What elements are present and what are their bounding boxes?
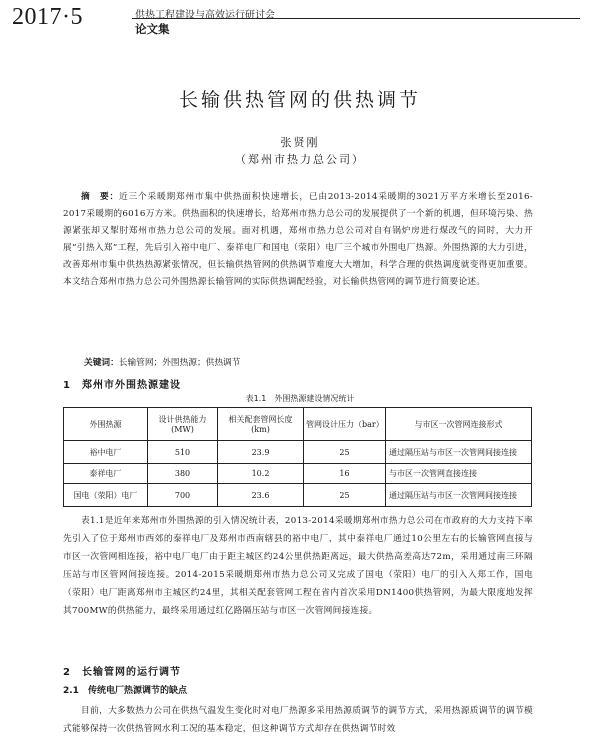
table-header-row [64, 408, 532, 441]
table-cell: 23.9 [218, 441, 304, 464]
table-header-cell: 管网设计压力（bar） [304, 408, 386, 441]
abstract-label: 摘 要： [81, 192, 119, 202]
header-conference: 供热工程建设与高效运行研讨会 [135, 10, 275, 21]
header-rule [132, 18, 580, 19]
table-cell: 700 [148, 484, 218, 507]
table-cell: 通过隔压站与市区一次管网间接连接 [386, 441, 532, 464]
table-cell: 16 [304, 464, 386, 484]
section2-heading: 2 长输管网的运行调节 [63, 667, 181, 678]
table-cell: 25 [304, 441, 386, 464]
table-cell: 与市区一次管网直接连接 [386, 464, 532, 484]
author: 张贤刚 [280, 136, 320, 149]
affiliation: （郑州市热力总公司） [235, 153, 365, 166]
table-header-cell: 与市区一次管网连接形式 [386, 408, 532, 441]
table-row [64, 441, 532, 464]
table1 [63, 407, 532, 507]
table-cell: 380 [148, 464, 218, 484]
table-cell: 泰祥电厂 [64, 464, 148, 484]
table-cell: 10.2 [218, 464, 304, 484]
paper-title: 长输供热管网的供热调节 [178, 89, 421, 111]
keywords-label: 关键词： [84, 358, 119, 368]
table-cell: 25 [304, 484, 386, 507]
keywords [84, 356, 240, 368]
table-cell: 裕中电厂 [64, 441, 148, 464]
table-header-cell: 相关配套管网长度(km) [218, 408, 304, 441]
table-row [64, 484, 532, 507]
header-year: 2017·5 [12, 4, 83, 30]
abstract-text: 近三个采暖期郑州市集中供热面积快速增长，已由2013-2014采暖期的3021万平方米增长至2016-2017采暖期的6016万方米。供热面积的快速增长，给郑州市热力总公司的发展提供了一个新的机遇，但环境污染、热源紧张却又掣肘郑州市热力总公司的发展。面对机遇，郑州市热力总公司对自有锅炉房进行煤改气的同时，大力开展“引热入郑”工程，先后引入裕中电厂、泰祥电厂和国电（荥阳）电厂三个城市外围电厂热源。外围热源的大力引进，改善郑州市集中供热热源紧张情况，但长输供热管网的供热调节难度大大增加，科学合理的供热调度就变得更加重要。本文结合郑州市热力总公司外围热源长输管网的实际供热调配经验，对长输供热管网的调节进行简要论述。 [63, 192, 534, 287]
table-cell: 510 [148, 441, 218, 464]
header-collection: 论文集 [135, 22, 170, 36]
section2-1-heading: 2.1 传统电厂热源调节的缺点 [63, 686, 187, 696]
table-cell: 国电（荥阳）电厂 [64, 484, 148, 507]
abstract [63, 189, 533, 291]
table-header-cell: 外围热源 [64, 408, 148, 441]
section1-heading: 1 郑州市外围热源建设 [63, 380, 181, 391]
table1-caption: 表1.1 外围热源建设情况统计 [245, 394, 355, 403]
keywords-text: 长输管网；外围热源；供热调节 [118, 358, 241, 368]
table-header-cell: 设计供热能力(MW) [148, 408, 218, 441]
table-row [64, 464, 532, 484]
body-paragraph-1: 表1.1是近年来郑州市外围热源的引入情况统计表，2013-2014采暖期郑州市热力总公司在市政府的大力支持下率先引入了位于郑州市西郊的泰祥电厂及郑州市西南辖县的裕中电厂，其中泰祥电厂通过10公里左右的长输管网直接与市区一次管网相连接，裕中电厂电厂由于距主城区约24公里供热距离远，最大供热高差高达72m，采用通过南三环隔压站与市区管网间接连接。2014-2015采暖期郑州市热力总公司又完成了国电（荥阳）电厂的引入入郑工作，国电（荥阳）电厂距离郑州市主城区约24里，其相关配套管网工程在省内首次采用DN1400供热管网，为最大限度地发挥其700MW的供热能力，最终采用通过红亿路隔压站与市区一次管网间接连接。 [63, 516, 533, 616]
table-cell: 23.6 [218, 484, 304, 507]
table-cell: 通过隔压站与市区一次管网间接连接 [386, 484, 532, 507]
body-paragraph-2: 目前，大多数热力公司在供热气温发生变化时对电厂热源多采用热源质调节的调节方式，采用热源质调节的调节模式能够保持一次供热管网水利工况的基本稳定，但这种调节方式却存在供热调节时效 [63, 706, 533, 734]
